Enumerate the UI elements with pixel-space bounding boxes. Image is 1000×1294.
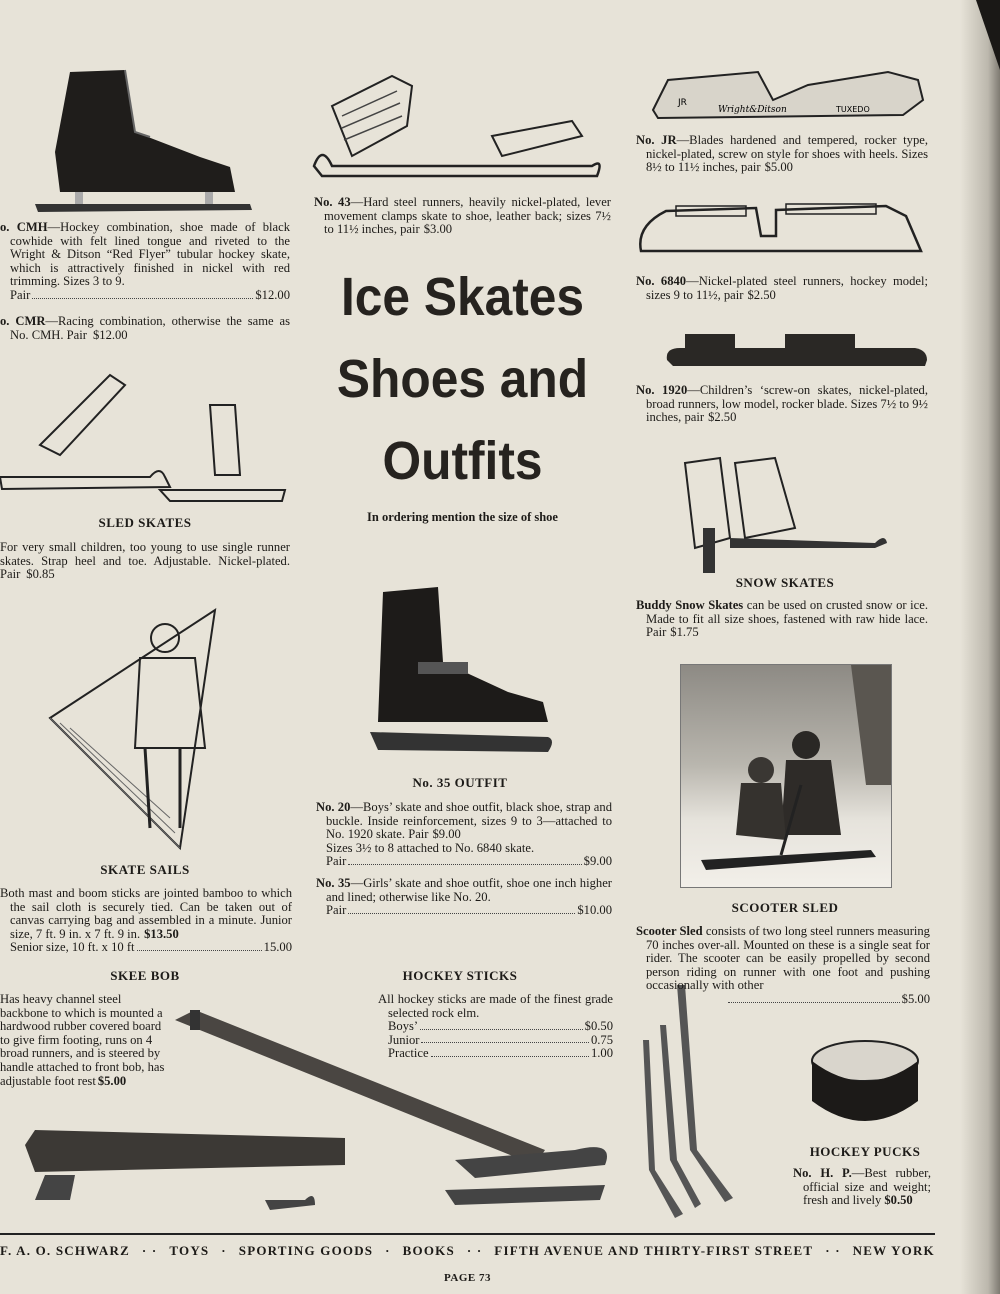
- hockey-stick-label: Practice: [388, 1046, 429, 1061]
- skate-sails-junior-price: $13.50: [144, 926, 179, 941]
- hockey-stick-label: Junior: [388, 1032, 420, 1047]
- title-line-3: Outfits: [382, 431, 543, 491]
- snow-skates-illustration: [675, 448, 890, 578]
- jr-price: $5.00: [764, 160, 793, 175]
- cmr-code: o. CMR: [0, 314, 46, 328]
- footer-address: FIFTH AVENUE AND THIRTY-FIRST STREET: [494, 1243, 814, 1258]
- cmh-price: $12.00: [255, 287, 290, 302]
- no1920-description: [636, 384, 928, 425]
- skate-sails-description: [0, 887, 292, 955]
- hockey-sticks-illustration: [635, 980, 740, 1225]
- scooter-sled-lead: Scooter Sled: [636, 924, 703, 938]
- cmh-description: [0, 221, 290, 303]
- page-title: [318, 256, 608, 502]
- snow-skates-text: can be used on crusted snow or ice. Made to fit all size shoes, fastened with raw hide lace. Pair: [646, 598, 928, 640]
- hockey-stick-price: $0.50: [584, 1019, 613, 1034]
- no43-code: No. 43: [314, 195, 351, 209]
- hockey-stick-price: 1.00: [590, 1046, 613, 1061]
- scooter-sled-heading: SCOOTER SLED: [731, 900, 839, 915]
- footer-separator: ·: [385, 1243, 391, 1258]
- footer-separator: ·: [221, 1243, 227, 1258]
- footer-books: BOOKS: [402, 1243, 455, 1258]
- hockey-pucks-text: —Best rubber, official size and weight; fresh and lively: [803, 1166, 931, 1208]
- jr-blade-illustration: [648, 60, 933, 122]
- no35-text: —Girls’ skate and shoe outfit, shoe one inch higher and lined; otherwise like No. 20.: [326, 876, 612, 904]
- no6840-text: —Nickel-plated steel runners, hockey model; sizes 9 to 11½, pair: [646, 274, 928, 302]
- hockey-sticks-heading: HOCKEY STICKS: [402, 968, 518, 983]
- cmh-pair-label: Pair: [10, 287, 31, 302]
- no1920-price: $2.50: [708, 410, 737, 425]
- sled-skates-price: $0.85: [26, 567, 55, 582]
- skate-sail-illustration: [30, 598, 270, 853]
- hockey-stick-price: 0.75: [590, 1032, 613, 1047]
- no1920-text: —Children’s ‘screw-on skates, nickel-plated, broad runners, low model, rocker blade. Sizes 7½ to 9½ inches, pair: [646, 383, 928, 425]
- footer-separator: · ·: [825, 1243, 841, 1258]
- no6840-code: No. 6840: [636, 274, 687, 288]
- no20-pair-label: Pair: [326, 854, 347, 869]
- skee-bob-description: [0, 993, 170, 1088]
- footer-toys: TOYS: [169, 1243, 210, 1258]
- cmr-price: $12.00: [92, 327, 128, 342]
- hockey-pucks-heading: HOCKEY PUCKS: [809, 1144, 921, 1159]
- no35-description: [316, 877, 612, 918]
- sled-skates-heading: SLED SKATES: [98, 515, 192, 530]
- footer-separator: · ·: [466, 1243, 483, 1258]
- skate-sails-text: Both mast and boom sticks are jointed bamboo to which the sail cloth is securely tied. Can be taken out of canvas carrying bag and assembled in a minute. Junior size, 7 ft. 9 in. x 7 ft. 9 in.: [0, 886, 292, 941]
- blade-model-name: TUXEDO: [836, 105, 870, 114]
- skee-bob-text: Has heavy channel steel backbone to which is mounted a hardwood rubber covered board to give firm footing, runs on 4 broad runners, and is steered by handle attached to front bob, has adjustable foot rest: [0, 992, 165, 1088]
- footer-bar: [0, 1233, 935, 1259]
- no6840-description: [636, 275, 928, 302]
- page-edge-shadow: [960, 0, 1000, 1294]
- snow-skates-heading: SNOW SKATES: [735, 575, 835, 590]
- footer-sporting-goods: SPORTING GOODS: [238, 1243, 374, 1258]
- no20-text: —Boys’ skate and shoe outfit, black shoe, strap and buckle. Inside reinforcement, sizes 9 to 3—attached to No. 1920 skate. Pair: [326, 800, 612, 842]
- hockey-stick-row: [378, 1034, 613, 1048]
- no35-code: No. 35: [316, 876, 351, 890]
- children-screw-on-skate-illustration: [665, 330, 930, 370]
- hockey-pucks-code: No. H. P.: [793, 1166, 852, 1180]
- ordering-note: In ordering mention the size of shoe: [367, 510, 558, 524]
- no43-text: —Hard steel runners, heavily nickel-plated, lever movement clamps skate to shoe, leather back; sizes 7½ to 11½ inches, pair: [324, 195, 611, 237]
- hockey-runner-illustration: [636, 196, 926, 261]
- hockey-pucks-description: [793, 1167, 931, 1208]
- cmr-text: —Racing combination, otherwise the same as No. CMH. Pair: [10, 314, 290, 342]
- scooter-sled-photo: [680, 664, 892, 888]
- cmh-text: —Hockey combination, shoe made of black cowhide with felt lined tongue and riveted to the Wright & Ditson “Red Flyer” tubular hockey skate, which is attractively finished in nickel with red trimming. Sizes 3 to 9.: [10, 220, 290, 289]
- skate-sails-senior-price: 15.00: [263, 940, 292, 955]
- footer-city: NEW YORK: [852, 1243, 935, 1258]
- no20-price: $9.00: [432, 827, 461, 842]
- hockey-sticks-text: All hockey sticks are made of the finest grade selected rock elm.: [378, 992, 613, 1020]
- clamp-skate-illustration: [312, 66, 612, 181]
- scooter-sled-text: consists of two long steel runners measuring 70 inches over-all. Mounted on these is a single seat for rider. The scooter can be easily propelled by second person riding on runner with one foot and pushing occasionally with other: [646, 924, 930, 993]
- hockey-stick-row: [378, 1020, 613, 1034]
- snow-skates-price: $1.75: [670, 625, 699, 640]
- jr-description: [636, 134, 928, 175]
- scooter-sled-description: [636, 925, 930, 1007]
- sled-skates-illustration: [0, 365, 290, 505]
- skee-bob-price: $5.00: [97, 1073, 127, 1088]
- scooter-sled-price: $5.00: [901, 991, 930, 1006]
- sled-skates-description: [0, 541, 290, 582]
- no35-pair-label: Pair: [326, 903, 347, 918]
- title-line-2: Shoes and: [336, 349, 589, 409]
- title-line-1: Ice Skates: [340, 267, 585, 327]
- sled-skates-text: For very small children, too young to use single runner skates. Strap heel and toe. Adjustable. Nickel-plated. Pair: [0, 540, 290, 582]
- skate-sails-senior: Senior size, 10 ft. x 10 ft: [10, 940, 135, 955]
- skate-sails-heading: SKATE SAILS: [100, 862, 190, 877]
- footer-separator: · ·: [141, 1243, 158, 1258]
- jr-mark: JR: [678, 98, 687, 108]
- no20-sizes-text: Sizes 3½ to 8 attached to No. 6840 skate.: [326, 840, 535, 855]
- snow-skates-description: [636, 599, 928, 640]
- no35-outfit-illustration: [368, 582, 558, 757]
- no43-description: [314, 196, 611, 237]
- outfit35-heading: No. 35 OUTFIT: [412, 775, 508, 790]
- blade-engraving: Wright&Ditson: [718, 105, 787, 115]
- cmh-code: o. CMH: [0, 220, 48, 234]
- hockey-shoe-skate-illustration: [30, 62, 260, 212]
- no35-price: $10.00: [577, 903, 612, 918]
- skee-bob-heading: SKEE BOB: [110, 968, 180, 983]
- no43-price: $3.00: [423, 222, 453, 237]
- snow-skates-lead: Buddy Snow Skates: [636, 598, 744, 612]
- no1920-code: No. 1920: [636, 383, 688, 397]
- jr-code: No. JR: [636, 133, 677, 147]
- no6840-price: $2.50: [747, 287, 776, 302]
- hockey-sticks-description: [378, 993, 613, 1061]
- cmr-description: [0, 315, 290, 342]
- footer-store: F. A. O. SCHWARZ: [0, 1243, 130, 1258]
- hockey-pucks-price: $0.50: [884, 1193, 913, 1208]
- hockey-puck-illustration: [808, 1036, 923, 1128]
- no20-price-2: $9.00: [583, 854, 612, 869]
- hockey-stick-row: [378, 1047, 613, 1061]
- hockey-stick-label: Boys’: [388, 1019, 419, 1034]
- no20-description: [316, 801, 612, 869]
- no20-code: No. 20: [316, 800, 351, 814]
- jr-text: —Blades hardened and tempered, rocker type, nickel-plated, screw on style for shoes with heels. Sizes 8½ to 11½ inches, pair: [646, 133, 928, 175]
- page-number: PAGE 73: [444, 1272, 491, 1284]
